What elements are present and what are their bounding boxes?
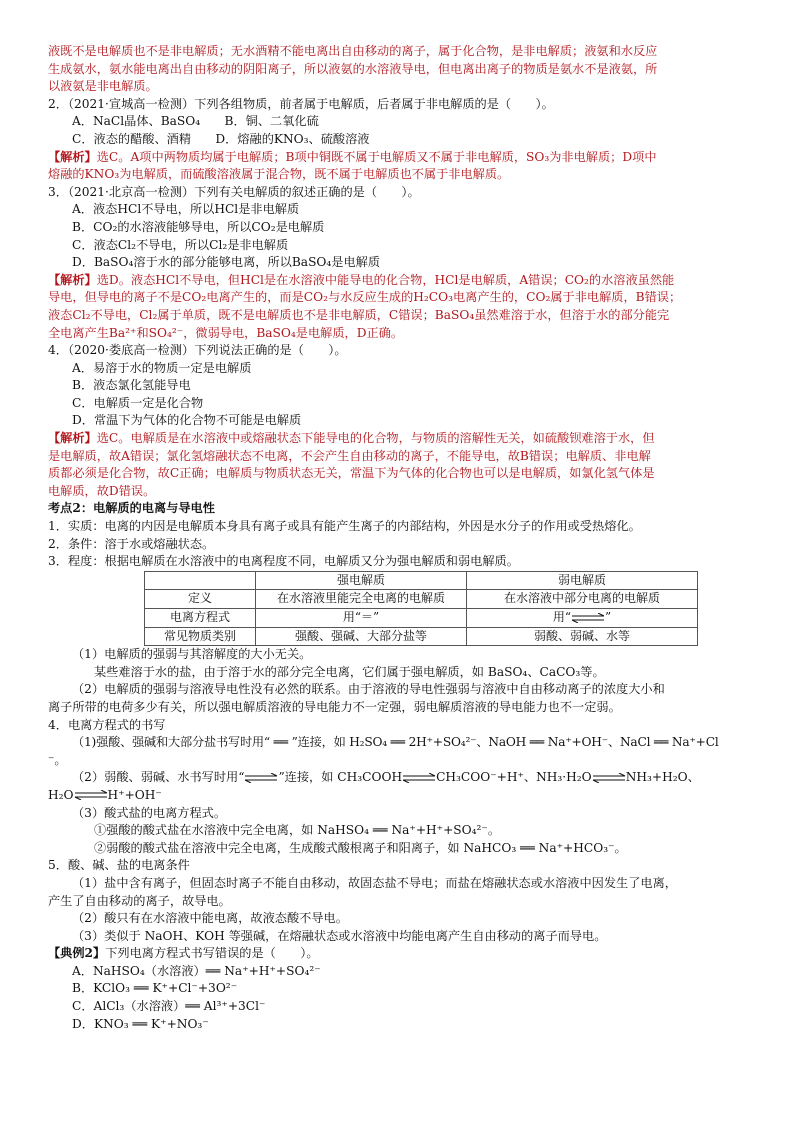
table-row (145, 627, 698, 646)
rule-weak-text: CH₃COO⁻+H⁺、NH₃·H₂O (436, 770, 592, 785)
question-4-option-b: B．液态氯化氢能导电 (72, 378, 191, 393)
example-2-option-c: C．AlCl₃（水溶液）══ Al³⁺+3Cl⁻ (72, 999, 266, 1014)
question-2-stem: 2．（2021·宣城高一检测）下列各组物质，前者属于电解质，后者属于非电解质的是（ ）。 (48, 96, 554, 111)
weak-eq-close: ” (605, 610, 612, 624)
rule-strong-cont: ⁻。 (48, 752, 67, 767)
rule-weak-text: ”连接，如 CH₃COOH (278, 770, 403, 785)
rule-weak (48, 769, 748, 787)
question-2-options-cd: C．液态的醋酸、酒精 D．熔融的KNO₃、硫酸溶液 (72, 131, 370, 146)
question-2-analysis-cont: 熔融的KNO₃为电解质，而硫酸溶液属于混合物，既不属于电解质也不属于非电解质。 (48, 167, 510, 182)
electrolyte-table (144, 571, 698, 646)
table-row (145, 590, 698, 609)
question-3-option-d: D．BaSO₄溶于水的部分能够电离，所以BaSO₄是电解质 (72, 255, 381, 270)
kp2-line-1: 1．实质：电离的内因是电解质本身具有离子或具有能产生离子的内部结构，外因是水分子的作用或受热熔化。 (48, 519, 641, 534)
question-2-options-ab: A．NaCl晶体、BaSO₄ B．铜、二氧化硫 (72, 114, 319, 129)
intro-analysis (48, 43, 748, 96)
analysis-label: 【解析】 (48, 149, 97, 164)
question-4-option-d: D．常温下为气体的化合物不可能是电解质 (72, 413, 302, 428)
question-3-option-b: B．CO₂的水溶液能够导电，所以CO₂是电解质 (72, 219, 325, 234)
table-cell: 电离方程式 (145, 609, 256, 628)
question-4-analysis (48, 430, 748, 448)
table-cell: 常见物质类别 (145, 627, 256, 646)
table-cell: 强酸、强碱、大部分盐等 (256, 627, 467, 646)
question-3-option-a: A．液态HCl不导电，所以HCl是非电解质 (72, 202, 300, 217)
kp2-line-5: 5．酸、碱、盐的电离条件 (48, 858, 190, 873)
question-4-analysis-cont: 是电解质，故A错误；氯化氢熔融状态不电离，不会产生自由移动的离子，不能导电，故B错误；电解质、非电解 (48, 448, 651, 463)
question-3-analysis-cont: 导电，但导电的离子不是CO₂电离产生的，而是CO₂与水反应生成的H₂CO₃电离产生的，CO₂属于非电解质，B错误； (48, 290, 682, 305)
analysis-label: 【解析】 (48, 431, 97, 446)
intro-line: 生成氨水，氨水能电离出自由移动的阴阳离子，所以液氨的水溶液导电，但电离出离子的物质是氨水不是液氨，所 (48, 61, 658, 76)
reversible-arrow-icon (74, 790, 108, 800)
intro-line: 以液氨是非电解质。 (48, 79, 158, 94)
example-label: 【典例2】 (48, 946, 106, 961)
rule-acid-salt: （3）酸式盐的电离方程式。 (72, 805, 227, 820)
table-header-row (145, 571, 698, 590)
question-4-option-a: A．易溶于水的物质一定是电解质 (72, 360, 252, 375)
reversible-arrow-icon (402, 773, 436, 783)
question-3-analysis-cont: 全电离产生Ba²⁺和SO₄²⁻，微弱导电，BaSO₄是电解质，D正确。 (48, 325, 404, 340)
note-1: （1）电解质的强弱与其溶解度的大小无关。 (72, 647, 312, 662)
reversible-arrow-icon (244, 773, 278, 783)
rule-strong: （1)强酸、强碱和大部分盐书写时用“ ══ ”连接，如 H₂SO₄ ══ 2H⁺+SO₄²⁻、NaOH ══ Na⁺+OH⁻、NaCl ══ Na⁺+Cl (72, 735, 719, 750)
question-3-analysis-cont: 液态Cl₂不导电，Cl₂属于单质，既不是电解质也不是非电解质，C错误；BaSO₄虽然难溶于水，但溶于水的部分能完 (48, 307, 670, 322)
intro-line: 液既不是电解质也不是非电解质；无水酒精不能电离出自由移动的离子，属于化合物，是非电解质；液氨和水反应 (48, 44, 658, 58)
rule-weak-text: H⁺+OH⁻ (107, 787, 162, 802)
kp2-line-2: 2．条件：溶于水或熔融状态。 (48, 536, 215, 551)
table-cell: 在水溶液里能完全电离的电解质 (256, 590, 467, 609)
example-2-option-b: B．KClO₃ ══ K⁺+Cl⁻+3O²⁻ (72, 981, 238, 996)
table-cell: 用“＝” (256, 609, 467, 628)
kp2-line-4: 4．电离方程式的书写 (48, 717, 166, 732)
rule-acid-salt-weak: ②弱酸的酸式盐在溶液中完全电离，生成酸式酸根离子和阳离子，如 NaHCO₃ ══ Na⁺+HCO₃⁻。 (94, 840, 627, 855)
condition-2: （2）酸只有在水溶液中能电离，故液态酸不导电。 (72, 911, 348, 926)
question-4-option-c: C．电解质一定是化合物 (72, 395, 204, 410)
example-text: 下列电离方程式书写错误的是（ ）。 (105, 946, 319, 961)
table-cell: 在水溶液中部分电离的电解质 (467, 590, 698, 609)
kp2-line-3: 3．程度：根据电解质在水溶液中的电离程度不同，电解质又分为强电解质和弱电解质。 (48, 554, 519, 569)
document-page (48, 43, 748, 1033)
weak-eq-open: 用“ (552, 610, 571, 624)
question-4-analysis-cont: 质都必须是化合物，故C正确；电解质与物质状态无关，常温下为气体的化合物也可以是电解质，如氯化氢气体是 (48, 466, 655, 481)
question-3-stem: 3．（2021·北京高一检测）下列有关电解质的叙述正确的是（ ）。 (48, 184, 420, 199)
question-3-option-c: C．液态Cl₂不导电，所以Cl₂是非电解质 (72, 237, 289, 252)
condition-1-cont: 产生了自由移动的离子，故导电。 (48, 893, 231, 908)
analysis-text: 选C。电解质是在水溶液中或熔融状态下能导电的化合物，与物质的溶解性无关，如硫酸钡难溶于水，但 (96, 431, 655, 446)
note-2: （2）电解质的强弱与溶液导电性没有必然的联系。由于溶液的导电性强弱与溶液中自由移动离子的浓度大小和 (72, 682, 665, 697)
rule-acid-salt-strong: ①强酸的酸式盐在水溶液中完全电离，如 NaHSO₄ ══ Na⁺+H⁺+SO₄²⁻。 (94, 823, 501, 838)
example-2-option-a: A．NaHSO₄（水溶液）══ Na⁺+H⁺+SO₄²⁻ (72, 963, 321, 978)
example-2-option-d: D．KNO₃ ══ K⁺+NO₃⁻ (72, 1016, 209, 1031)
question-4-analysis-cont: 电解质，故D错误。 (48, 483, 156, 498)
table-cell-weak (467, 609, 698, 628)
condition-1: （1）盐中含有离子，但固态时离子不能自由移动，故固态盐不导电；而盐在熔融状态或水溶液中因发生了电离， (72, 875, 677, 890)
analysis-text: 选C。A项中两物质均属于电解质；B项中铜既不属于电解质又不属于非电解质，SO₃为非电解质；D项中 (96, 149, 657, 164)
question-2-analysis (48, 149, 748, 167)
section-title: 考点2：电解质的电离与导电性 (48, 501, 215, 516)
reversible-arrow-icon (592, 773, 626, 783)
rule-weak-text: （2）弱酸、弱碱、水书写时用“ (72, 770, 245, 785)
analysis-label: 【解析】 (48, 272, 97, 287)
table-row (145, 609, 698, 628)
condition-3: （3）类似于 NaOH、KOH 等强碱，在熔融状态或水溶液中均能电离产生自由移动的离子而导电。 (72, 928, 607, 943)
note-1-detail: 某些难溶于水的盐，由于溶于水的部分完全电离，它们属于强电解质，如 BaSO₄、CaCO₃等。 (94, 664, 605, 679)
question-3-analysis (48, 272, 748, 290)
table-header-cell: 弱电解质 (467, 571, 698, 590)
reversible-arrow-icon (571, 613, 605, 623)
rule-weak-text: NH₃+H₂O、 (625, 770, 700, 785)
note-2-cont: 离子所带的电荷多少有关，所以强电解质溶液的导电能力不一定强，弱电解质溶液的导电能力也不一定弱。 (48, 699, 621, 714)
table-header-cell: 强电解质 (256, 571, 467, 590)
question-4-stem: 4．（2020·娄底高一检测）下列说法正确的是（ ）。 (48, 343, 347, 358)
analysis-text: 选D。液态HCl不导电，但HCl是在水溶液中能导电的化合物，HCl是电解质，A错误；CO₂的水溶液虽然能 (96, 272, 675, 287)
rule-weak-text: H₂O (48, 787, 74, 802)
rule-weak-cont (48, 787, 748, 805)
table-header-cell (145, 571, 256, 590)
table-cell: 定义 (145, 590, 256, 609)
table-cell: 弱酸、弱碱、水等 (467, 627, 698, 646)
example-2-stem (48, 945, 748, 963)
